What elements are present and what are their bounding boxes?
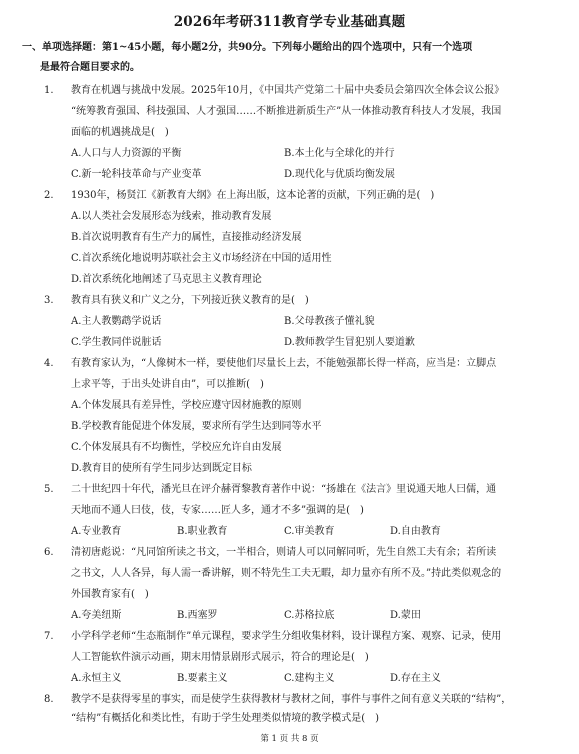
- option-b[interactable]: B.首次说明教育有生产力的属性，直接推动经济发展: [71, 232, 302, 243]
- question-stem-line: 之书文，人人各异，每人需一番讲解，则不特先生工夫无暇，却力量亦有所不及。”持此类似观念的: [71, 568, 502, 579]
- page-title: 2026年考研311教育学专业基础真题: [173, 14, 406, 30]
- question-number: 5.: [44, 484, 54, 495]
- question-stem-line: 外国教育家有( ): [71, 589, 149, 600]
- option-b[interactable]: B.要素主义: [177, 673, 228, 684]
- option-c[interactable]: C.建构主义: [284, 673, 335, 684]
- question-stem-line: 面临的机遇挑战是( ): [71, 127, 169, 138]
- option-a[interactable]: A.主人教鹦鹉学说话: [71, 316, 162, 327]
- option-a[interactable]: A.专业教育: [71, 526, 122, 537]
- option-b[interactable]: B.西塞罗: [177, 610, 218, 621]
- question-stem-line: 上求平等，于出头处讲自由”，可以推断( ): [71, 379, 264, 390]
- option-c[interactable]: C.苏格拉底: [284, 610, 335, 621]
- option-a[interactable]: A.以人类社会发展形态为线索，推动教育发展: [71, 211, 272, 222]
- option-d[interactable]: D.教师教学生冒犯别人要道歉: [284, 337, 415, 348]
- question-stem-line: 1930年，杨贤江《新教育大纲》在上海出版，这本论著的贡献，下列正确的是( ): [71, 190, 435, 201]
- option-a[interactable]: A.人口与人力资源的平衡: [71, 148, 182, 159]
- option-d[interactable]: D.首次系统化地阐述了马克思主义教育理论: [71, 274, 262, 285]
- option-c[interactable]: C.学生教同伴说脏话: [71, 337, 162, 348]
- option-c[interactable]: C.审美教育: [284, 526, 335, 537]
- question-number: 2.: [44, 190, 54, 201]
- option-a[interactable]: A.永恒主义: [71, 673, 122, 684]
- section-heading-line-1: 一、单项选择题：第1~45小题，每小题2分，共90分。下列每小题给出的四个选项中，只有一个选项: [22, 42, 473, 53]
- option-a[interactable]: A.夸美纽斯: [71, 610, 122, 621]
- option-c[interactable]: C.新一轮科技革命与产业变革: [71, 169, 202, 180]
- option-b[interactable]: B.父母教孩子懂礼貌: [284, 316, 375, 327]
- option-d[interactable]: D.蒙田: [390, 610, 421, 621]
- section-heading-line-2: 是最符合题目要求的。: [40, 62, 140, 73]
- option-b[interactable]: B.职业教育: [177, 526, 228, 537]
- question-stem-line: 小学科学老师“生态瓶制作”单元课程，要求学生分组收集材料，设计课程方案、观察、记录，使用: [71, 631, 502, 642]
- option-d[interactable]: D.现代化与优质均衡发展: [284, 169, 395, 180]
- question-number: 4.: [44, 358, 54, 369]
- option-c[interactable]: C.个体发展具有不均衡性，学校应允许自由发展: [71, 442, 282, 453]
- option-b[interactable]: B.本土化与全球化的并行: [284, 148, 395, 159]
- question-stem-line: 教育在机遇与挑战中发展。2025年10月，《中国共产党第二十届中央委员会第四次全体会议公报》: [71, 85, 505, 96]
- option-d[interactable]: D.自由教育: [390, 526, 441, 537]
- question-stem-line: 天地而不通人曰伎，伎，专家……匠人多，通才不多”强调的是( ): [71, 505, 364, 516]
- question-stem-line: 清初唐彪说：“凡同馆所读之书文，一半相合，则请人可以同解同听，先生自然工夫有余；若所读: [71, 547, 497, 558]
- question-number: 1.: [44, 85, 54, 96]
- question-stem-line: 教育具有狭义和广义之分，下列接近狭义教育的是( ): [71, 295, 309, 306]
- question-stem-line: “结构”有概括化和类比性，有助于学生处理类似情境的教学模式是( ): [71, 713, 380, 724]
- question-stem-line: “统筹教育强国、科技强国、人才强国……不断推进新质生产”从一体推动教育科技人才发展，我国: [71, 106, 502, 117]
- page-footer: 第 1 页 共 8 页: [260, 734, 319, 744]
- option-a[interactable]: A.个体发展具有差异性，学校应遵守因材施教的原则: [71, 400, 302, 411]
- question-number: 6.: [44, 547, 54, 558]
- question-stem-line: 人工智能软件演示动画，期末用情景剧形式展示，符合的理论是( ): [71, 652, 369, 663]
- option-d[interactable]: D.教育目的使所有学生同步达到既定目标: [71, 463, 252, 474]
- question-stem-line: 有教育家认为，“人像树木一样，要使他们尽量长上去，不能勉强都长得一样高，应当是：立脚点: [71, 358, 497, 369]
- question-number: 7.: [44, 631, 54, 642]
- question-stem-line: 二十世纪四十年代，潘光旦在评介赫胥黎教育著作中说：“扬雄在《法言》里说通天地人曰儒，通: [71, 484, 497, 495]
- question-number: 3.: [44, 295, 54, 306]
- question-number: 8.: [44, 694, 54, 705]
- option-c[interactable]: C.首次系统化地说明苏联社会主义市场经济在中国的适用性: [71, 253, 332, 264]
- option-d[interactable]: D.存在主义: [390, 673, 441, 684]
- option-b[interactable]: B.学校教育能促进个体发展，要求所有学生达到同等水平: [71, 421, 322, 432]
- question-stem-line: 教学不是获得零星的事实，而是使学生获得教材与教材之间，事件与事件之间有意义关联的“结构”，: [71, 694, 512, 705]
